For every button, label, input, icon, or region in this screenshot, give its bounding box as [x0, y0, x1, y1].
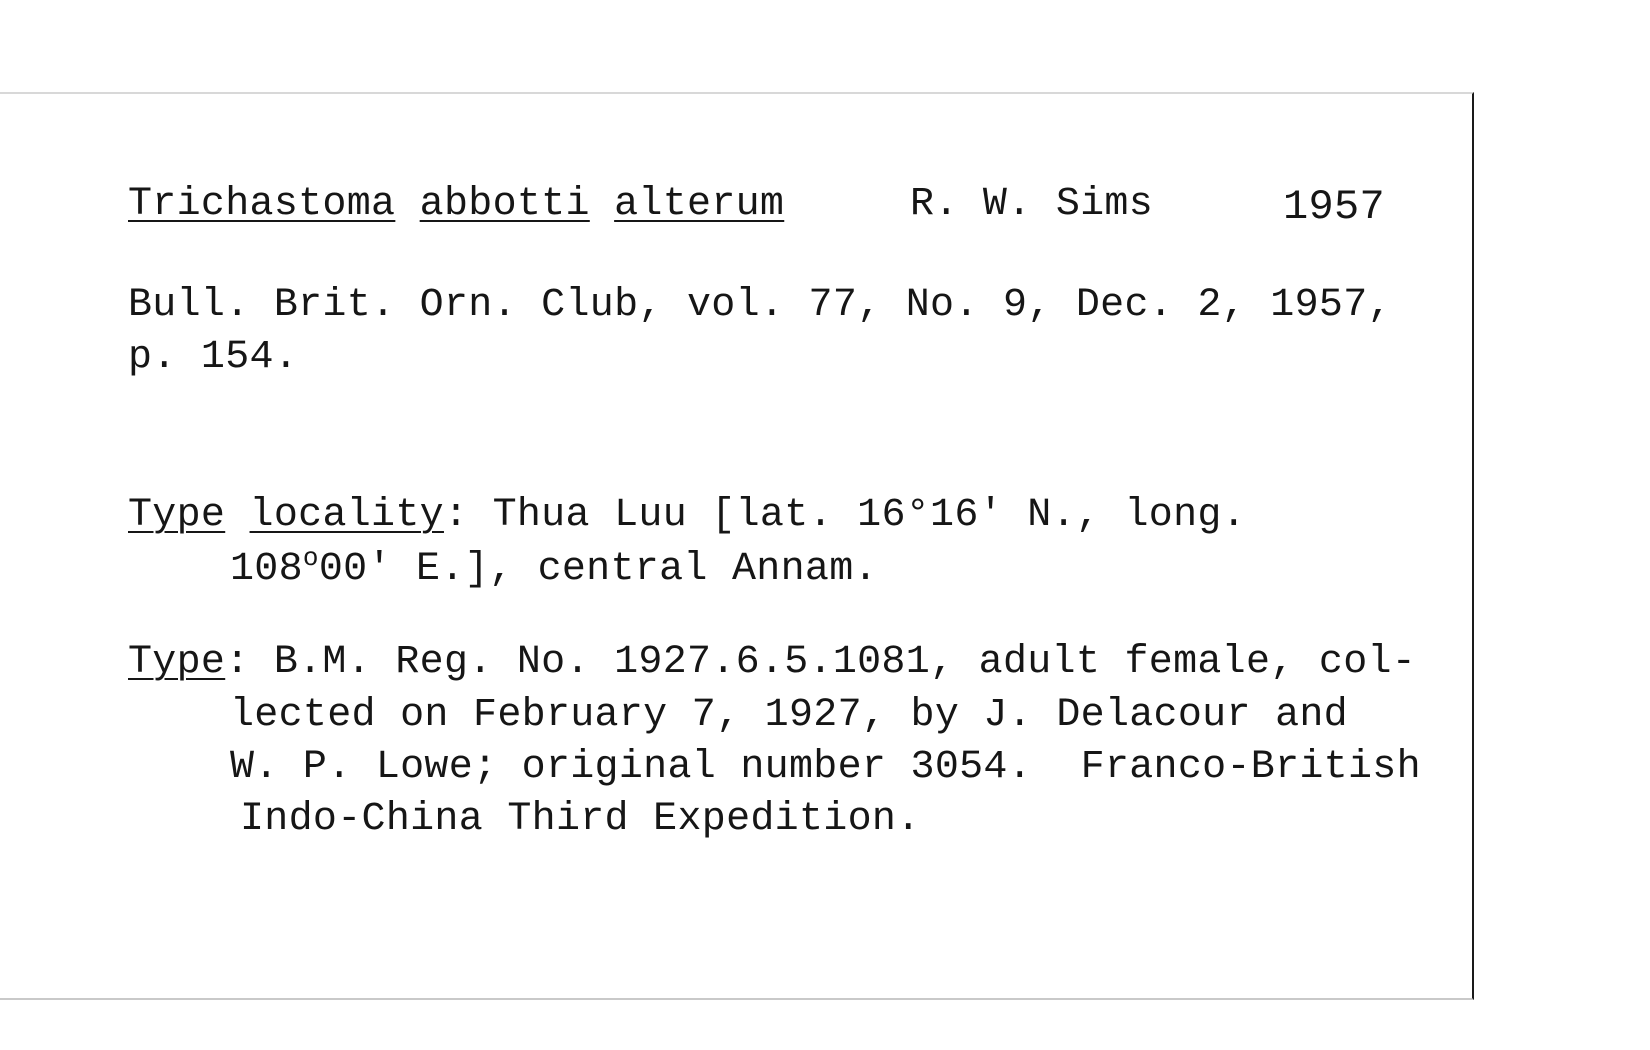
citation-line-1: Bull. Brit. Orn. Club, vol. 77, No. 9, Dec. 2, 1957, — [128, 283, 1392, 328]
type-locality-text-cont: 00' E.], central Annam. — [318, 547, 878, 592]
genus-name: Trichastoma — [128, 182, 396, 227]
subspecies-name: alterum — [614, 182, 785, 227]
type-line-3: W. P. Lowe; original number 3054. Franco-British — [230, 745, 1421, 790]
longitude-degrees: 108 — [230, 547, 303, 592]
type-line-2: lected on February 7, 1927, by J. Delacour and — [230, 693, 1348, 738]
citation-line-2: p. 154. — [128, 335, 299, 380]
type-locality-line-2 — [230, 543, 878, 594]
publication-year: 1957 — [1283, 183, 1386, 231]
species-name: abbotti — [419, 182, 590, 227]
type-label: Type — [128, 640, 226, 685]
type-locality-label-word2: locality — [249, 493, 444, 538]
degree-symbol: o — [302, 543, 319, 573]
type-locality-line-1 — [128, 492, 1246, 540]
type-text: : B.M. Reg. No. 1927.6.5.1081, adult female, col- — [225, 640, 1417, 685]
type-line-4: Indo-China Third Expedition. — [240, 797, 921, 842]
type-locality-text: : Thua Luu [lat. 16°16' N., long. — [443, 493, 1246, 538]
index-card — [0, 92, 1474, 1000]
type-locality-label-word1: Type — [128, 493, 226, 538]
type-line-1 — [128, 639, 1416, 687]
card-header — [128, 181, 784, 229]
author-name: R. W. Sims — [910, 182, 1154, 227]
